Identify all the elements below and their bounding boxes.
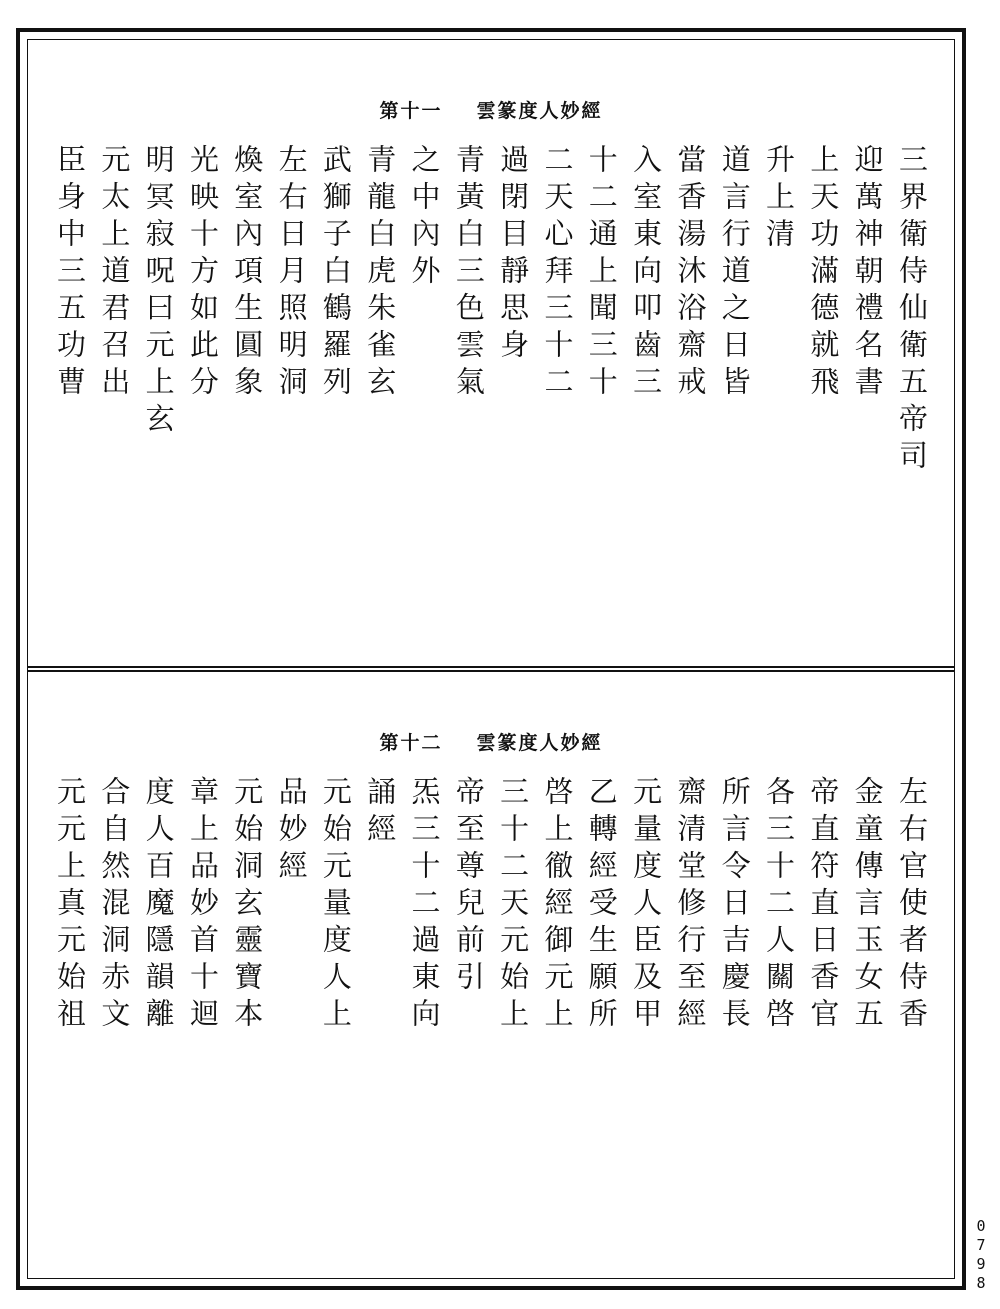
text-column: 金童傳言玉女五 bbox=[850, 776, 885, 1035]
text-column: 煥室內項生圓象 bbox=[230, 144, 265, 403]
top-panel bbox=[28, 40, 954, 666]
text-column: 帝直符直日香官 bbox=[806, 776, 841, 1035]
text-column: 元元上真元始祖 bbox=[53, 776, 87, 1035]
text-column: 度人百魔隱韻離 bbox=[141, 776, 176, 1035]
top-header bbox=[28, 96, 954, 123]
text-column: 章上品妙首十迴 bbox=[185, 776, 220, 1035]
text-column: 武獅子白鶴羅列 bbox=[318, 144, 353, 403]
text-column: 臣身中三五功曹 bbox=[53, 144, 87, 403]
page-inner-border bbox=[27, 39, 955, 1279]
bottom-text-columns bbox=[48, 776, 934, 1276]
text-column: 誦經 bbox=[363, 776, 398, 850]
text-column: 之中內外 bbox=[407, 144, 442, 292]
text-column: 元量度人臣及甲 bbox=[629, 776, 664, 1035]
text-column: 入室東向叩齒三 bbox=[629, 144, 664, 403]
text-column: 十二通上聞三十 bbox=[584, 144, 619, 403]
text-column: 炁三十二過東向 bbox=[407, 776, 442, 1035]
top-header-section: 第十一 bbox=[379, 100, 443, 122]
text-column: 帝至尊兒前引 bbox=[451, 776, 486, 998]
text-column: 左右日月照明洞 bbox=[274, 144, 309, 403]
text-column: 合自然混洞赤文 bbox=[97, 776, 132, 1035]
text-column: 元始元量度人上 bbox=[318, 776, 353, 1035]
text-column: 乙轉經受生願所 bbox=[584, 776, 619, 1035]
text-column: 迎萬神朝禮名書 bbox=[850, 144, 885, 403]
top-header-title: 雲篆度人妙經 bbox=[476, 100, 603, 122]
text-column: 元始洞玄靈寶本 bbox=[230, 776, 265, 1035]
bottom-header-title: 雲篆度人妙經 bbox=[476, 732, 603, 754]
text-column: 二天心拜三十二 bbox=[540, 144, 575, 403]
text-column: 當香湯沐浴齋戒 bbox=[673, 144, 708, 403]
bottom-header bbox=[28, 728, 954, 755]
text-column: 齋清堂修行至經 bbox=[673, 776, 708, 1035]
text-column: 三界衛侍仙衛五帝司 bbox=[894, 144, 929, 477]
text-column: 道言行道之日皆 bbox=[717, 144, 752, 403]
text-column: 啓上徹經御元上 bbox=[540, 776, 575, 1035]
bottom-header-section: 第十二 bbox=[379, 732, 443, 754]
text-column: 三十二天元始上 bbox=[496, 776, 531, 1035]
text-column: 各三十二人關啓 bbox=[762, 776, 796, 1035]
text-column: 元太上道君召出 bbox=[97, 144, 132, 403]
bottom-panel bbox=[28, 672, 954, 1286]
text-column: 過閉目靜思身 bbox=[496, 144, 531, 366]
page-number: 0798 bbox=[972, 1217, 990, 1293]
text-column: 上天功滿德就飛 bbox=[806, 144, 841, 403]
text-column: 所言令日吉慶長 bbox=[717, 776, 752, 1035]
top-text-columns bbox=[48, 144, 934, 644]
text-column: 品妙經 bbox=[274, 776, 309, 887]
text-column: 左右官使者侍香 bbox=[894, 776, 929, 1035]
text-column: 光映十方如此分 bbox=[185, 144, 220, 403]
text-column: 升上清 bbox=[762, 144, 796, 255]
text-column: 青黃白三色雲氣 bbox=[451, 144, 486, 403]
text-column: 明冥寂呪曰元上玄 bbox=[141, 144, 176, 440]
page-frame bbox=[16, 28, 966, 1290]
text-column: 青龍白虎朱雀玄 bbox=[363, 144, 398, 403]
